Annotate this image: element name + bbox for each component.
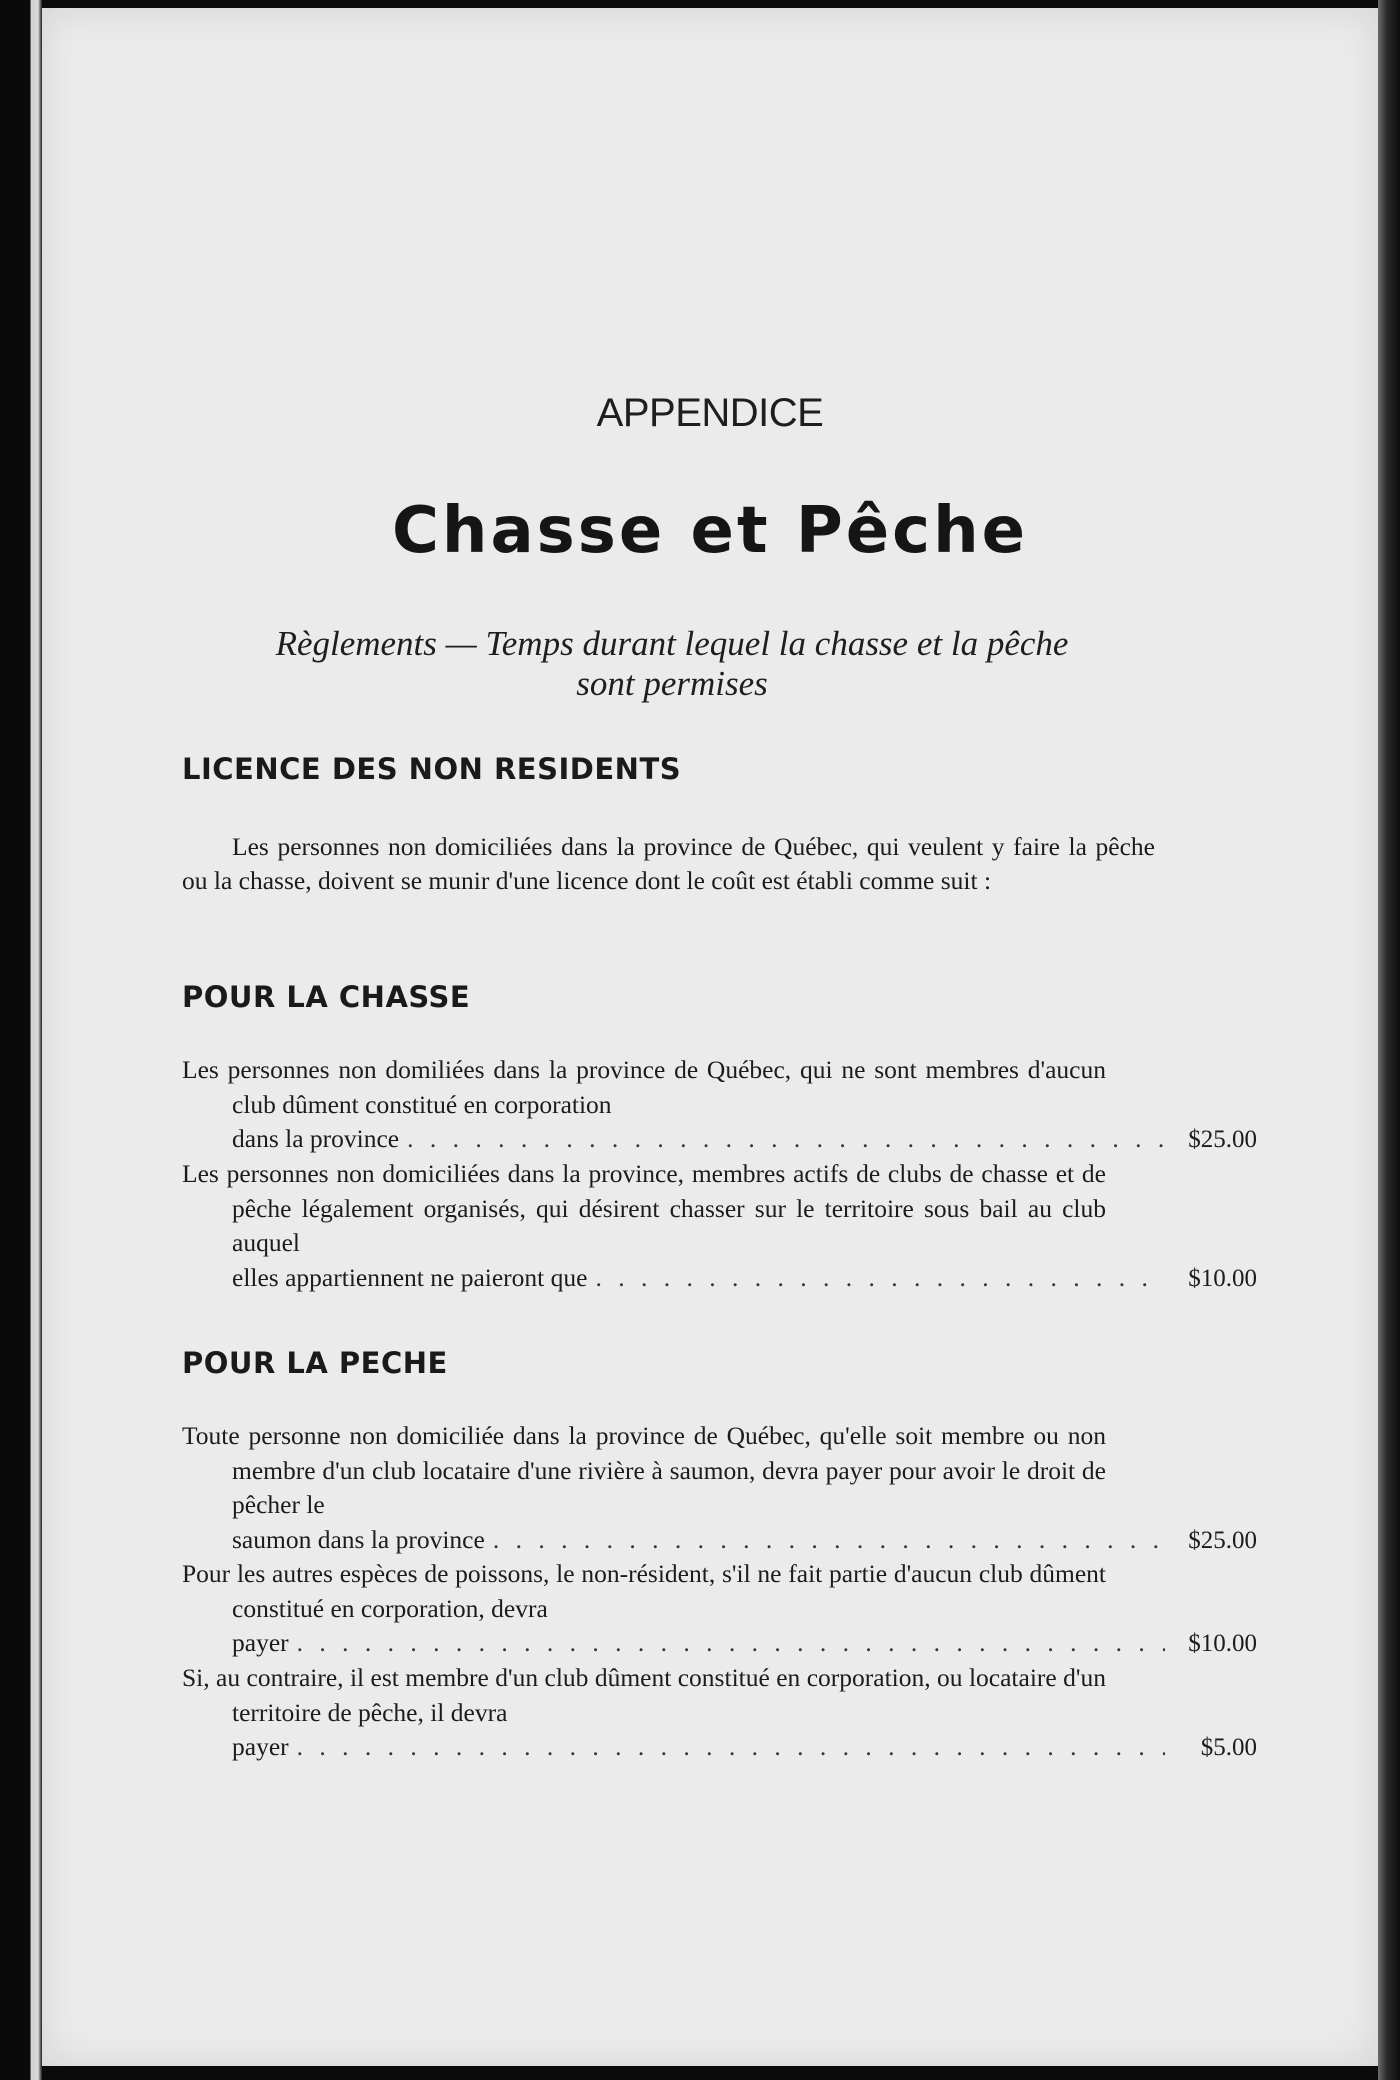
fee-entry-lastline-text: dans la province bbox=[232, 1124, 400, 1153]
fee-price: $5.00 bbox=[1200, 1734, 1257, 1761]
fee-entry bbox=[182, 1053, 1257, 1158]
document-page bbox=[42, 8, 1378, 2066]
fee-entry-lastline-text: elles appartiennent ne paieront que bbox=[232, 1262, 588, 1292]
fee-entry-text: Les personnes non domiliées dans la province de Québec, qui ne sont membres d'aucun club dûment constitué en corporation bbox=[182, 1055, 1106, 1119]
dot-leader bbox=[407, 1122, 1165, 1157]
subtitle-line-2: sont permises bbox=[576, 664, 768, 703]
licence-paragraph: Les personnes non domiciliées dans la province de Québec, qui veulent y faire la pêche ou la chasse, doivent se munir d'une licence dont le coût est établi comme suit : bbox=[182, 832, 1155, 895]
dot-leader bbox=[297, 1626, 1165, 1661]
fee-entry bbox=[182, 1557, 1257, 1662]
fee-entry bbox=[182, 1419, 1257, 1558]
licence-heading: LICENCE DES NON RESIDENTS bbox=[182, 752, 682, 786]
fee-entry-text: Les personnes non domiciliées dans la province, membres actifs de clubs de chasse et de pêche légalement organisés, qui désirent chasser sur le territoire sous bail au club auquel bbox=[182, 1159, 1106, 1257]
fee-entry-text: Pour les autres espèces de poissons, le non-résident, s'il ne fait partie d'aucun club dûment constitué en corporation, devra bbox=[182, 1559, 1106, 1623]
page-title: Chasse et Pêche bbox=[391, 494, 1029, 568]
fee-entry bbox=[182, 1661, 1257, 1766]
subtitle bbox=[182, 624, 1162, 704]
chasse-heading: POUR LA CHASSE bbox=[182, 980, 471, 1014]
fee-price: $10.00 bbox=[1188, 1630, 1257, 1657]
dot-leader bbox=[493, 1523, 1165, 1558]
fee-entry-lastline bbox=[232, 1523, 1257, 1559]
fee-entry-lastline bbox=[232, 1730, 1257, 1766]
fee-entry-lastline bbox=[232, 1261, 1257, 1297]
appendix-label: APPENDICE bbox=[596, 391, 824, 435]
fee-price: $10.00 bbox=[1188, 1264, 1257, 1292]
subtitle-line-1: Règlements — Temps durant lequel la chasse et la pêche bbox=[275, 624, 1069, 663]
page-right-edge bbox=[1378, 0, 1400, 2080]
fee-entry-lastline bbox=[232, 1626, 1257, 1662]
peche-heading: POUR LA PECHE bbox=[182, 1346, 448, 1380]
fee-entry-lastline-text: payer bbox=[232, 1628, 289, 1657]
fee-price: $25.00 bbox=[1188, 1526, 1257, 1554]
fee-entry-lastline-text: saumon dans la province bbox=[232, 1524, 485, 1554]
fee-entry-text: Toute personne non domiciliée dans la province de Québec, qu'elle soit membre ou non membre d'un club locataire d'une rivière à saumon, devra payer pour avoir le droit de pêcher le bbox=[182, 1421, 1106, 1519]
fee-entry-lastline bbox=[232, 1122, 1257, 1158]
dot-leader bbox=[297, 1730, 1165, 1765]
book-spine-edge bbox=[0, 0, 42, 2080]
fee-entry bbox=[182, 1157, 1257, 1296]
dot-leader bbox=[595, 1261, 1165, 1296]
fee-entry-lastline-text: payer bbox=[232, 1732, 289, 1761]
fee-entry-text: Si, au contraire, il est membre d'un club dûment constitué en corporation, ou locataire d'un territoire de pêche, il devra bbox=[182, 1663, 1106, 1727]
fee-price: $25.00 bbox=[1188, 1126, 1257, 1153]
page-content bbox=[42, 8, 1378, 2066]
